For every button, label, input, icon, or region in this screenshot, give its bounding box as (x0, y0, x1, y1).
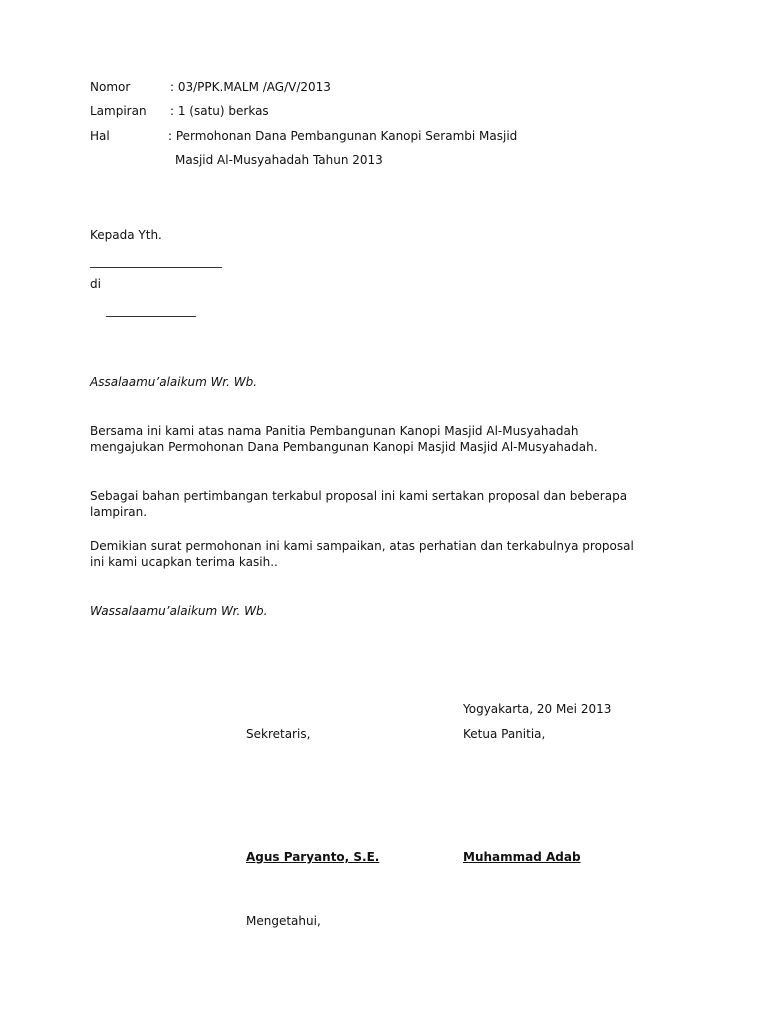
lampiran-value: : 1 (satu) berkas (170, 104, 269, 118)
place-date: Yogyakarta, 20 Mei 2013 (463, 702, 612, 716)
acknowledged-label: Mengetahui, (246, 914, 321, 928)
left-signer-title: Sekretaris, (246, 727, 311, 741)
right-signer-title: Ketua Panitia, (463, 727, 546, 741)
nomor-value: : 03/PPK.MALM /AG/V/2013 (170, 80, 331, 94)
paragraph-2: Sebagai bahan pertimbangan terkabul proposal ini kami sertakan proposal dan beberapa lampiran. (90, 489, 628, 519)
hal-value-line1: : Permohonan Dana Pembangunan Kanopi Serambi Masjid (168, 129, 518, 143)
recipient-greeting: Kepada Yth. (90, 228, 162, 242)
hal-label: Hal (90, 129, 110, 143)
recipient-place-blank: _______________ (106, 303, 196, 317)
paragraph-3: Demikian surat permohonan ini kami sampaikan, atas perhatian dan terkabulnya proposal ini kami ucapkan terima kasih.. (90, 539, 634, 569)
recipient-name-blank: ______________________ (90, 254, 222, 268)
right-signer-name: Muhammad Adab (463, 850, 581, 864)
closing-salam: Wassalaamu’alaikum Wr. Wb. (90, 604, 268, 618)
paragraph-1: Bersama ini kami atas nama Panitia Pembangunan Kanopi Masjid Al-Musyahadah mengajukan Permohonan Dana Pembangunan Kanopi Masjid Masjid Al-Musyahadah. (90, 424, 598, 454)
left-signer-name: Agus Paryanto, S.E. (246, 850, 380, 864)
recipient-di: di (90, 277, 101, 291)
salam: Assalaamu’alaikum Wr. Wb. (90, 375, 258, 389)
lampiran-label: Lampiran (90, 104, 147, 118)
nomor-label: Nomor (90, 80, 131, 94)
hal-value-line2: Masjid Al-Musyahadah Tahun 2013 (175, 153, 383, 167)
